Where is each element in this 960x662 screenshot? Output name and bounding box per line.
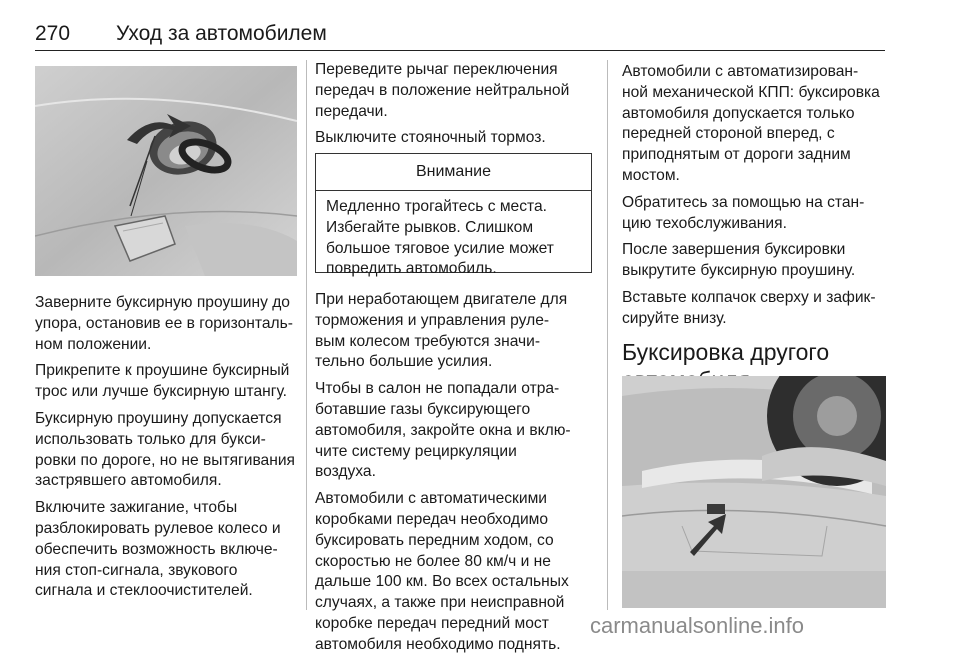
text-line: сигнала и стеклоочистителей. (35, 582, 253, 600)
rear-bumper-illustration (622, 376, 886, 608)
text-line: буксировать передним ходом, со (315, 531, 554, 549)
paragraph (622, 62, 886, 187)
text-line: Заверните буксирную проушину до (35, 294, 290, 311)
paragraph (35, 409, 297, 492)
text-line: автомобиля допускается только (622, 104, 855, 122)
column-divider (607, 60, 608, 610)
text-line: Избегайте рывков. Слишком (326, 218, 534, 236)
paragraph (35, 361, 297, 403)
paragraph (315, 379, 593, 483)
text-line: выкрутите буксирную проушину. (622, 262, 856, 280)
text-line: большое тяговое усилие может (326, 239, 554, 257)
page-number: 270 (35, 22, 71, 45)
text-line: скоростью не более 80 км/ч и не (315, 552, 551, 570)
text-line: разблокировать рулевое колесо и (35, 519, 281, 537)
text-line: При неработающем двигателе для (315, 291, 568, 308)
text-line: Переведите рычаг переключения (315, 61, 558, 78)
text-line: Вставьте колпачок сверху и зафик- (622, 288, 876, 306)
text-line: ном положении. (35, 335, 152, 353)
paragraph (35, 498, 297, 602)
text-line: ния стоп-сигнала, звукового (35, 561, 238, 579)
text-line: передней стороной вперед, с (622, 125, 835, 143)
heading-line: Буксировка другого (622, 338, 830, 365)
paragraph (315, 489, 593, 655)
text-line: мостом. (622, 166, 680, 184)
text-line: обеспечить возможность включе- (35, 540, 278, 558)
watermark: carmanualsonline.info (590, 613, 805, 638)
page-header (35, 22, 885, 52)
text-line: Медленно трогайтесь с места. (326, 198, 547, 215)
text-line: упора, остановив ее в горизонталь- (35, 314, 293, 332)
text-line: коробке передач передний мост (315, 614, 549, 632)
text-line: После завершения буксировки (622, 241, 846, 259)
text-line: Выключите стояночный тормоз. (315, 129, 546, 147)
text-line: застрявшего автомобиля. (35, 472, 222, 490)
text-line: чите систему рециркуляции (315, 442, 517, 460)
paragraph (622, 288, 886, 330)
paragraph (315, 60, 593, 122)
column-right (622, 62, 886, 394)
text-line: торможения и управления руле- (315, 311, 550, 329)
column-divider (306, 60, 307, 610)
paragraph (622, 240, 886, 282)
text-line: Автомобили с автоматизирован- (622, 63, 859, 80)
text-line: автомобиля, закройте окна и вклю- (315, 421, 571, 439)
text-line: передачи. (315, 102, 388, 120)
text-line: тельно большие усилия. (315, 353, 493, 371)
text-line: ной механической КПП: буксировка (622, 83, 880, 101)
text-line: вым колесом требуются значи- (315, 332, 541, 350)
warning-title: Внимание (316, 154, 591, 191)
text-line: Прикрепите к проушине буксирный (35, 362, 290, 380)
towing-eye-illustration (35, 66, 297, 276)
text-line: Включите зажигание, чтобы (35, 499, 238, 517)
text-line: повредить автомобиль. (326, 260, 497, 278)
text-line: воздуха. (315, 463, 376, 481)
column-left (35, 293, 297, 608)
text-line: сируйте внизу. (622, 309, 727, 327)
text-line: автомобиля необходимо поднять. (315, 635, 561, 653)
text-line: использовать только для букси- (35, 430, 266, 448)
text-line: коробками передач необходимо (315, 510, 549, 528)
text-line: дальше 100 км. Во всех остальных (315, 573, 569, 591)
warning-text (316, 191, 591, 280)
paragraph (35, 293, 297, 355)
text-line: Обратитесь за помощью на стан- (622, 193, 865, 211)
text-line: ровки по дороге, но не вытягивания (35, 451, 295, 469)
text-line: ботавшие газы буксирующего (315, 400, 531, 418)
column-middle-lower (315, 290, 593, 662)
header-rule (35, 50, 885, 51)
text-line: трос или лучше буксирную штангу. (35, 383, 288, 401)
text-line: приподнятым от дороги задним (622, 146, 851, 164)
text-line: Чтобы в салон не попадали отра- (315, 380, 560, 398)
column-middle (315, 60, 593, 155)
paragraph (622, 193, 886, 235)
text-line: Буксирную проушину допускается (35, 409, 282, 427)
paragraph (315, 128, 593, 149)
warning-box (315, 153, 592, 278)
section-title: Уход за автомобилем (116, 22, 327, 45)
text-line: случаях, а также при неисправной (315, 594, 565, 612)
text-line: цию техобслуживания. (622, 214, 787, 232)
text-line: передач в положение нейтральной (315, 81, 570, 99)
text-line: Автомобили с автоматическими (315, 490, 548, 508)
paragraph (315, 290, 593, 373)
